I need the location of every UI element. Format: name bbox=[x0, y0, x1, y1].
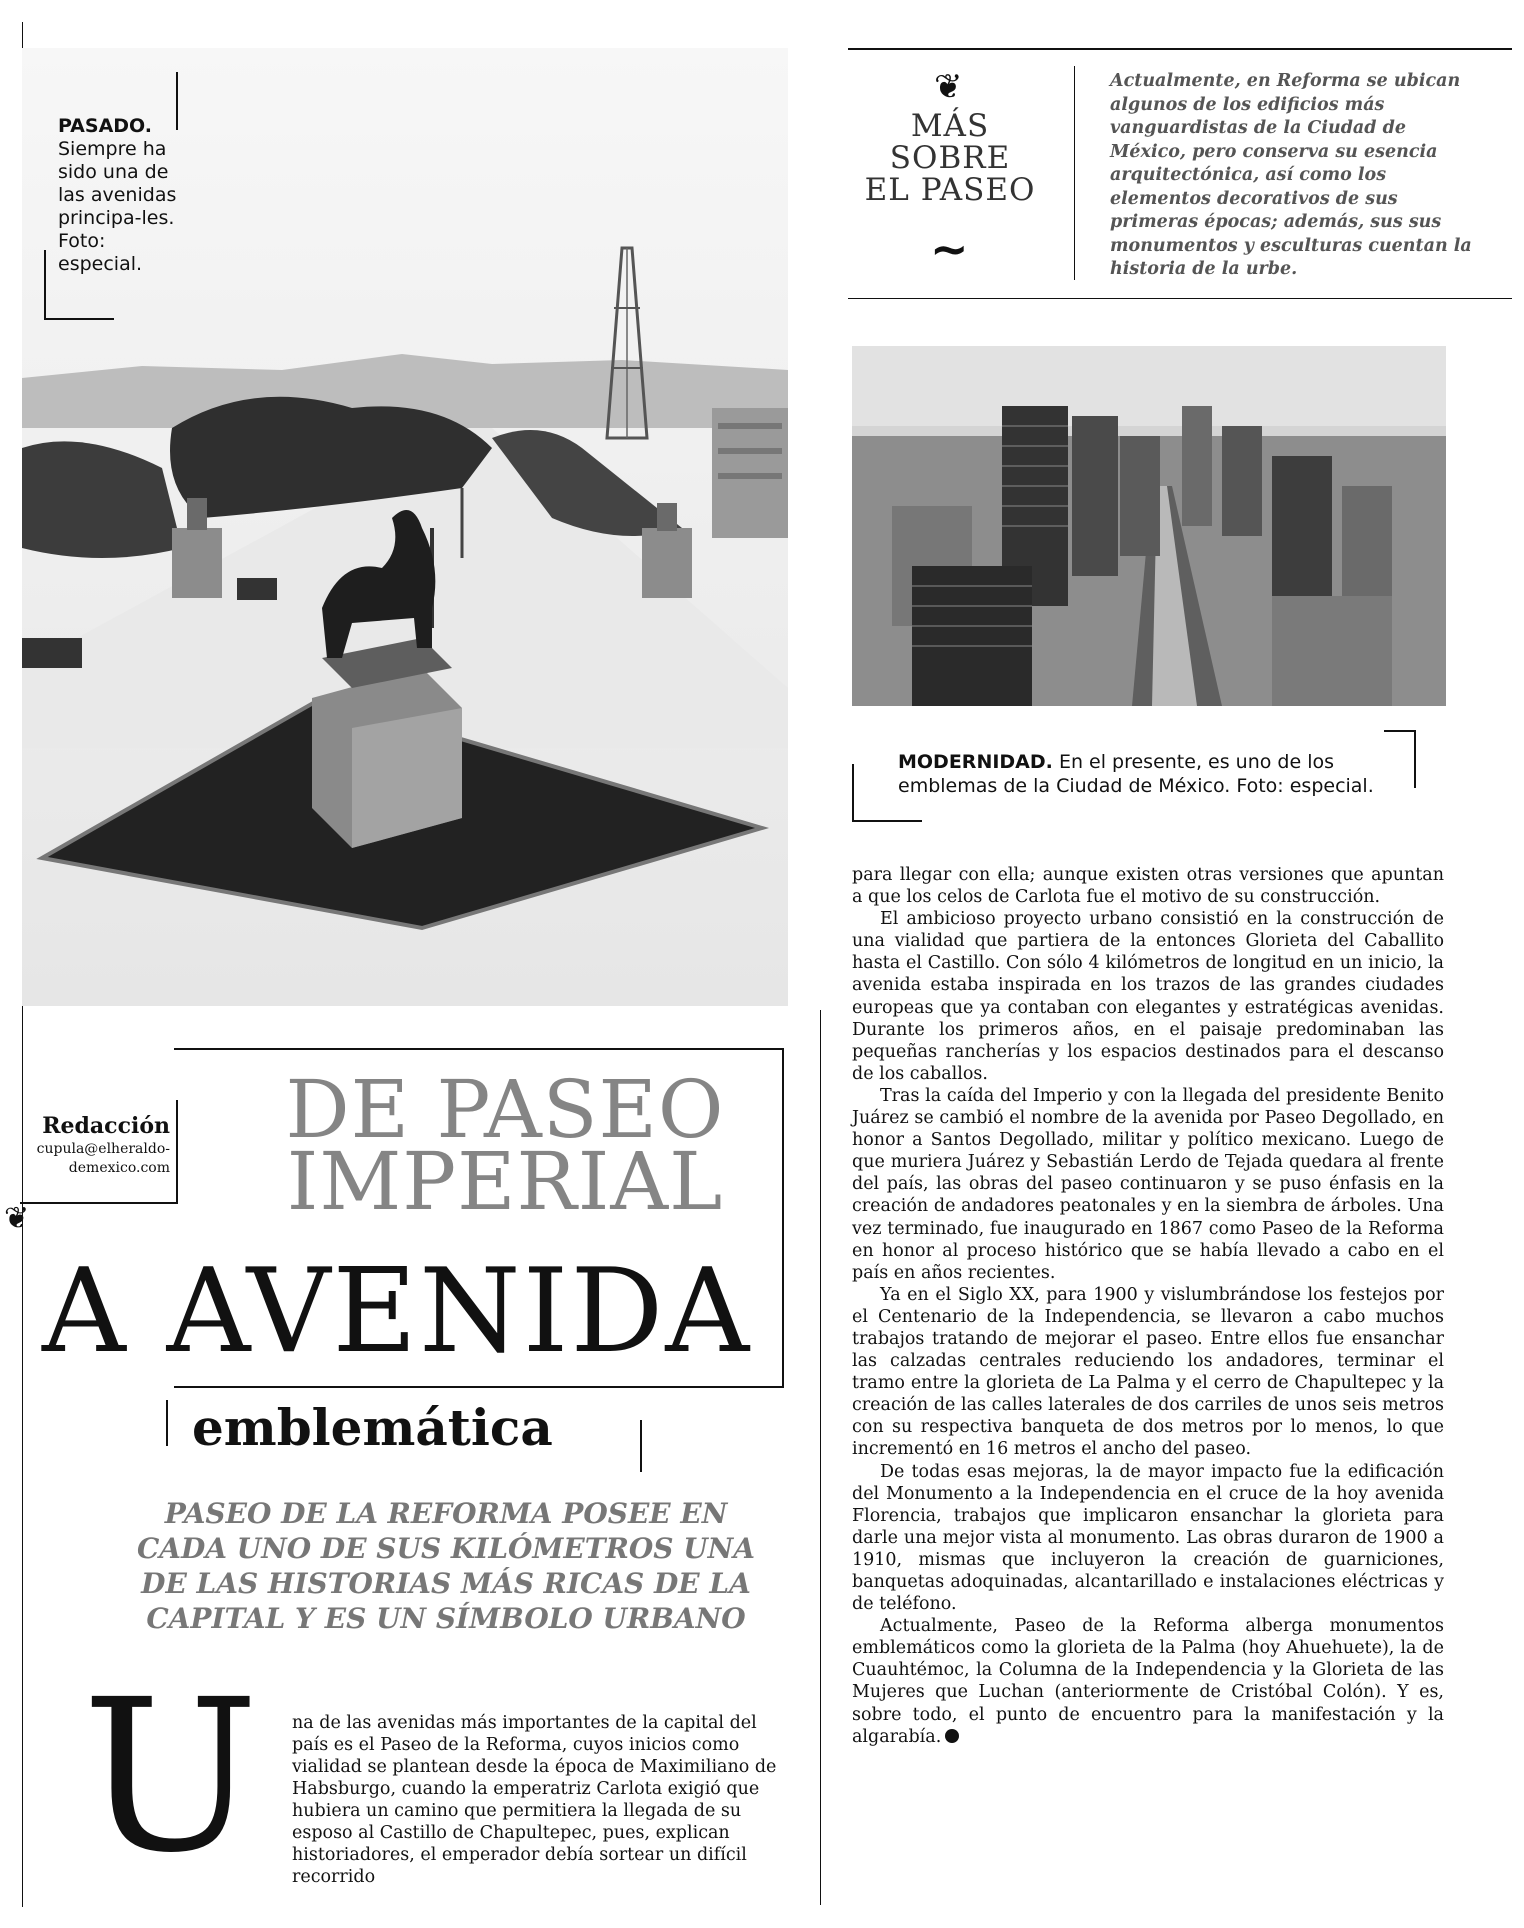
sidebar-text: Actualmente, en Reforma se ubican algunos de los edificios más vanguardistas de la Ciudad de México, pero conserva su esencia arquitectónica, así como los elementos decorativos de sus primeras épocas; además, sus sus monumentos y esculturas cuentan la historia de la urbe. bbox=[1110, 71, 1472, 279]
past-caption-text: Siempre ha sido una de las avenidas principa-les. Foto: especial. bbox=[58, 138, 177, 275]
article-paragraph-6 bbox=[852, 1615, 1444, 1748]
past-caption-label: PASADO. bbox=[58, 115, 152, 137]
article-paragraph-6-text: Actualmente, Paseo de la Reforma alberga monumentos emblemáticos como la glorieta de la Palma (hoy Ahuehuete), la de Cuauhtémoc, la Columna de la Independencia y la Glorieta de las Mujeres que Luchan (anteriormente de Cristóbal Colón). Y es, sobre todo, el punto de encuentro para la manifestación y la algarabía. bbox=[852, 1616, 1444, 1747]
modern-photo-caption bbox=[898, 750, 1408, 798]
headline-gray bbox=[240, 1063, 770, 1228]
fleuron-ornament-icon: ❦ bbox=[934, 67, 963, 107]
tilde-ornament-icon: ~ bbox=[930, 222, 969, 276]
article-lead-paragraph: na de las avenidas más importantes de la capital del país es el Paseo de la Reforma, cuyos inicios como vialidad se plantean desde la época de Maximiliano de Habsburgo, cuando la emperatriz Carlota exigió que hubiera un camino que permitiera la llegada de su esposo al Castillo de Chapultepec, pues, explican historiadores, el emperador debía sortear un difícil recorrido bbox=[292, 1713, 777, 1887]
headline-line-2: IMPERIAL bbox=[286, 1135, 724, 1228]
article-paragraph-5: De todas esas mejoras, la de mayor impacto fue la edificación del Monumento a la Independencia en el cruce de la hoy avenida Florencia, trabajos que implicaron ensanchar la glorieta para darle una mejor vista al monumento. Las obras duraron de 1900 a 1910, mismas que incluyeron la creación de guarniciones, banquetas adoquinadas, alcantarillado e instalaciones eléctricas y de teléfono. bbox=[852, 1461, 1444, 1615]
sidebar-title bbox=[848, 110, 1052, 206]
byline-fleuron-icon: ❦ bbox=[4, 1201, 30, 1236]
end-of-article-icon bbox=[945, 1729, 959, 1743]
dropcap-letter: U bbox=[82, 1654, 259, 1899]
past-photo-caption bbox=[58, 115, 178, 276]
sidebar-mas-sobre bbox=[848, 48, 1512, 300]
article-body-column bbox=[852, 864, 1444, 1748]
article-paragraph-4: Ya en el Siglo XX, para 1900 y vislumbrándose los festejos por el Centenario de la Independencia, se llevaron a cabo muchos trabajos tratando de mejorar el paseo. Entre ellos fue ensanchar las calzadas centrales reduciendo los andadores, terminar el tramo entre la glorieta de La Palma y el cerro de Chapultepec y la creación de las calles laterales de dos carriles de unos seis metros con su respectiva banqueta de dos metros por lo menos, lo que incrementó en 16 metros el ancho del paseo. bbox=[852, 1284, 1444, 1460]
headline-line-1: DE PASEO bbox=[285, 1063, 725, 1156]
sidebar-title-line-1: MÁS bbox=[910, 108, 990, 144]
headline-line-4: emblemática bbox=[192, 1398, 553, 1457]
byline-email-line-1: cupula@elheraldo- bbox=[36, 1141, 170, 1157]
sidebar-inner-rule bbox=[1074, 66, 1075, 280]
headline-line-3: A AVENIDA bbox=[42, 1244, 752, 1379]
byline-email-line-2: demexico.com bbox=[68, 1160, 170, 1176]
article-paragraph-3: Tras la caída del Imperio y con la llegada del presidente Benito Juárez se cambió el nombre de la avenida por Paseo Degollado, en honor a Santos Degollado, militar y político mexicano. Luego de que muriera Juárez y Sebastián Lerdo de Tejada quedara al frente del país, las obras del paseo continuaron y se puso énfasis en la creación de andadores peatonales y en la siembra de árboles. Una vez terminado, fue inaugurado en 1867 como Paseo de la Reforma en honor al proceso histórico que se había llevado a cabo en el país en años recientes. bbox=[852, 1085, 1444, 1283]
modern-caption-text: En el presente, es uno de los emblemas de la Ciudad de México. Foto: especial. bbox=[898, 751, 1374, 797]
modern-caption-label: MODERNIDAD. bbox=[898, 751, 1053, 773]
modern-photo-paseo bbox=[852, 346, 1446, 706]
byline-author: Redacción bbox=[42, 1113, 170, 1139]
article-paragraph-1: para llegar con ella; aunque existen otras versiones que apuntan a que los celos de Carlota fue el motivo de su construcción. bbox=[852, 865, 1444, 908]
subhead-bracket-right bbox=[640, 1420, 642, 1472]
column-divider-rule bbox=[820, 1010, 821, 1905]
subhead-bracket-left bbox=[166, 1400, 168, 1446]
byline bbox=[20, 1112, 170, 1178]
sidebar-title-line-2: SOBRE bbox=[889, 140, 1011, 176]
deck-subtitle: PASEO DE LA REFORMA POSEE EN CADA UNO DE SUS KILÓMETROS UNA DE LAS HISTORIAS MÁS RICAS DE LA CAPITAL Y ES UN SÍMBOLO URBANO bbox=[137, 1497, 755, 1635]
sidebar-title-line-3: EL PASEO bbox=[864, 172, 1036, 208]
article-paragraph-2: El ambicioso proyecto urbano consistió en la construcción de una vialidad que partiera de la entonces Glorieta del Caballito hasta el Castillo. Con sólo 4 kilómetros de longitud en un inicio, la avenida estaba inspirada en los trazos de las grandes ciudades europeas que ya contaban con elegantes y estratégicas avenidas. Durante los primeros años, en el paisaje predominaban las pequeñas rancherías y los espacios destinados para el descanso de los caballos. bbox=[852, 909, 1444, 1084]
